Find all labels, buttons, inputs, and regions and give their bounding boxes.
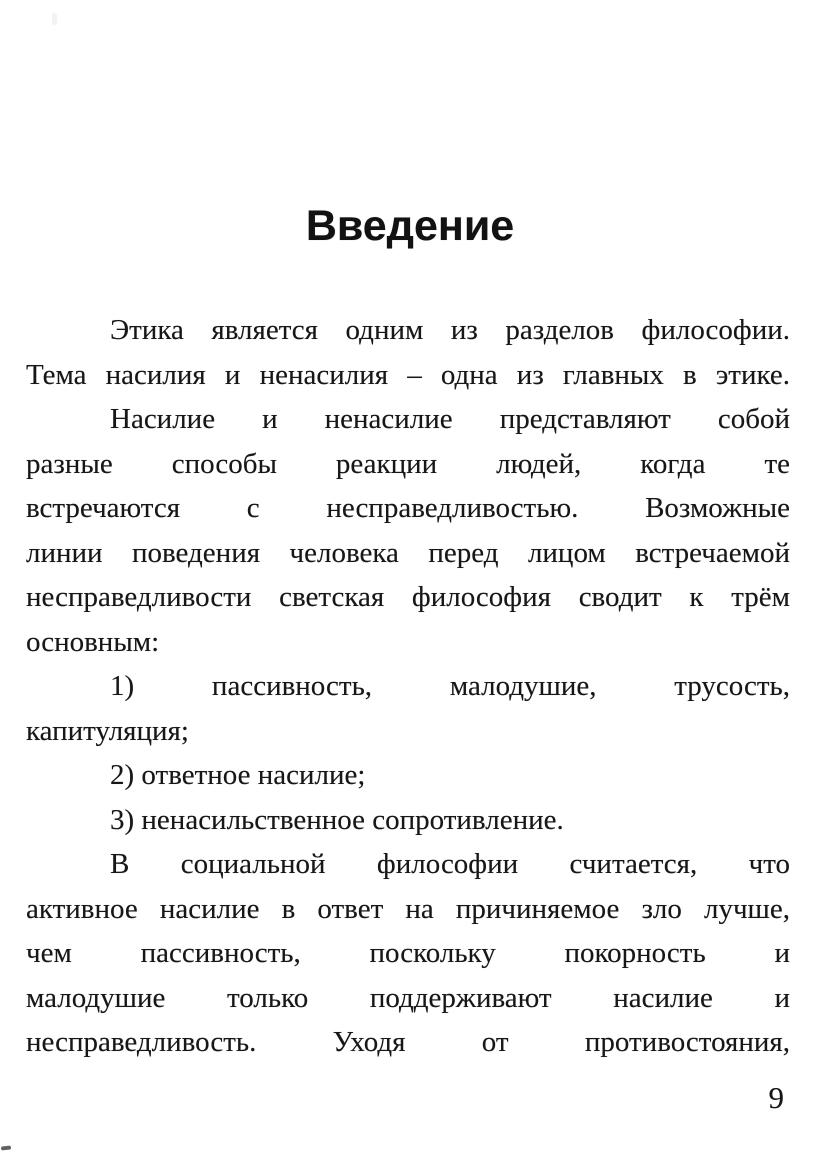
text-line: Тема насилия и ненасилия – одна из главных в этике. <box>26 358 790 391</box>
paragraph <box>26 842 790 1065</box>
text-line: линии поведения человека перед лицом встречаемой <box>26 536 790 569</box>
text-line: 2) ответное насилие; <box>110 759 366 791</box>
text-line: активное насилие в ответ на причиняемое зло лучше, <box>26 892 790 925</box>
text-line: несправедливость. Уходя от противостояния, <box>26 1026 790 1058</box>
page-number: 9 <box>768 1080 784 1115</box>
text-line: Этика является одним из разделов философии. <box>110 314 790 346</box>
text-line: В социальной философии считается, что <box>110 848 790 880</box>
chapter-title: Введение <box>305 201 515 250</box>
text-line: несправедливости светская философия сводит к трём <box>26 581 790 613</box>
page-body-text <box>26 308 790 1065</box>
text-line: разные способы реакции людей, когда те <box>26 447 790 480</box>
scan-artifact <box>52 13 57 25</box>
paragraph <box>26 397 790 664</box>
paragraph <box>26 753 790 798</box>
paragraph <box>26 798 790 843</box>
paragraph <box>26 664 790 753</box>
text-line: 1) пассивность, малодушие, трусость, <box>110 670 790 702</box>
text-line: встречаются с несправедливостью. Возможные <box>26 492 790 524</box>
text-line: капитуляция; <box>26 714 189 747</box>
text-line: 3) ненасильственное сопротивление. <box>110 803 564 836</box>
paragraph <box>26 308 790 397</box>
text-line: чем пассивность, поскольку покорность и <box>26 937 790 969</box>
scan-artifact <box>1 1145 11 1150</box>
text-line: малодушие только поддерживают насилие и <box>26 981 790 1014</box>
text-line: основным: <box>26 625 160 658</box>
text-line: Насилие и ненасилие представляют собой <box>110 403 790 435</box>
